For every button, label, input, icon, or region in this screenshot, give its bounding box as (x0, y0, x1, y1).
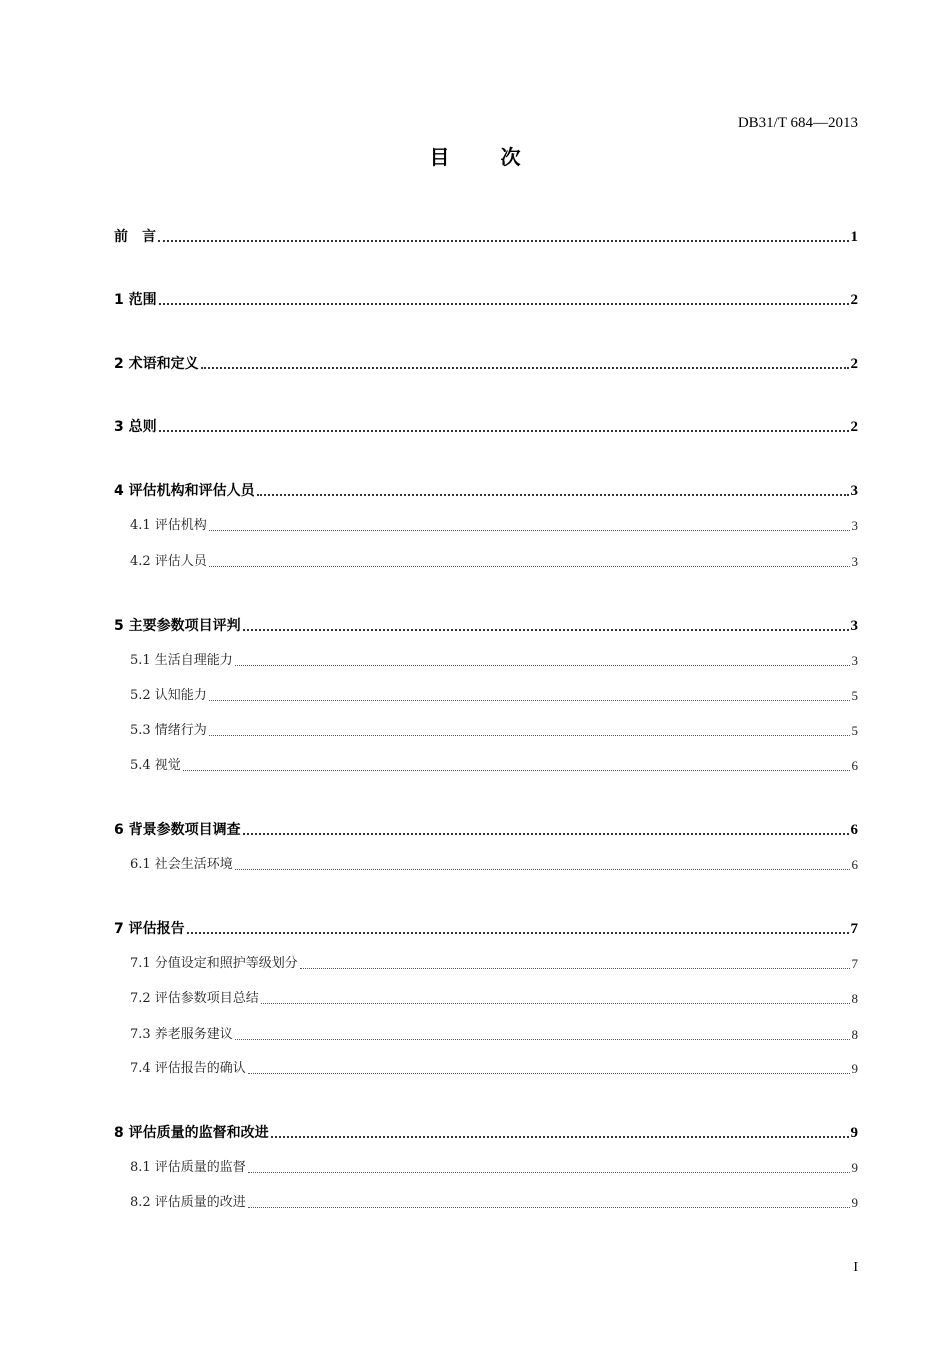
toc-entry-label: 1 范围 (114, 292, 157, 308)
toc-dot-leader (257, 494, 849, 496)
toc-entry-label: 7.4 评估报告的确认 (130, 1061, 246, 1076)
toc-entry-7-2[interactable] (130, 989, 858, 1009)
toc-dot-leader (248, 1172, 850, 1173)
toc-entry-page: 9 (851, 1061, 858, 1076)
toc-entry-5-1[interactable] (130, 651, 858, 671)
toc-dot-leader (248, 1207, 850, 1208)
toc-entry-label: 8.2 评估质量的改进 (130, 1195, 246, 1210)
toc-dot-leader (300, 968, 850, 969)
toc-entry-3[interactable] (114, 417, 858, 437)
toc-dot-leader (261, 1003, 850, 1004)
toc-entry-5[interactable] (114, 616, 858, 636)
toc-entry-label: 2 术语和定义 (114, 356, 199, 372)
toc-dot-leader (209, 530, 850, 531)
toc-entry-label: 5.1 生活自理能力 (130, 653, 233, 668)
toc-dot-leader (271, 1136, 849, 1138)
toc-title: 目 次 (429, 145, 543, 169)
toc-entry-8[interactable] (114, 1123, 858, 1143)
toc-dot-leader (183, 770, 850, 771)
toc-entry-label: 8.1 评估质量的监督 (130, 1160, 246, 1175)
toc-entry-label: 7.3 养老服务建议 (130, 1027, 233, 1042)
toc-entry-page: 3 (851, 518, 858, 533)
toc-entry-page: 5 (851, 688, 858, 703)
toc-entry-4-2[interactable] (130, 552, 858, 572)
toc-entry-page: 2 (850, 356, 858, 372)
toc-entry-label: 5.3 情绪行为 (130, 723, 207, 738)
toc-entry-8-2[interactable] (130, 1193, 858, 1213)
toc-dot-leader (187, 932, 849, 934)
toc-entry-label: 5 主要参数项目评判 (114, 618, 241, 634)
toc-dot-leader (158, 240, 849, 242)
toc-entry-7-4[interactable] (130, 1059, 858, 1079)
toc-dot-leader (243, 629, 849, 631)
toc-entry-1[interactable] (114, 290, 858, 310)
toc-entry-5-3[interactable] (130, 721, 858, 741)
toc-entry-page: 8 (851, 1027, 858, 1042)
toc-dot-leader (201, 367, 849, 369)
toc-entry-page: 2 (850, 419, 858, 435)
toc-entry-2[interactable] (114, 354, 858, 374)
toc-entry-7-3[interactable] (130, 1025, 858, 1045)
toc-dot-leader (209, 735, 850, 736)
toc-entry-page: 8 (851, 991, 858, 1006)
toc-entry-label: 4.1 评估机构 (130, 518, 207, 533)
toc-dot-leader (235, 869, 850, 870)
toc-entry-page: 3 (851, 653, 858, 668)
toc-dot-leader (209, 700, 850, 701)
toc-entry-7[interactable] (114, 919, 858, 939)
toc-entry-label: 4 评估机构和评估人员 (114, 483, 255, 499)
toc-entry-6[interactable] (114, 820, 858, 840)
toc-entry-page: 9 (851, 1195, 858, 1210)
toc-entry-page: 3 (850, 483, 858, 499)
toc-entry-label: 8 评估质量的监督和改进 (114, 1125, 269, 1141)
toc-entry-page: 6 (851, 758, 858, 773)
toc-entry-label: 前 言 (114, 229, 156, 245)
toc-dot-leader (209, 566, 850, 567)
toc-entry-page: 3 (850, 618, 858, 634)
toc-entry-page: 7 (851, 956, 858, 971)
document-code: DB31/T 684—2013 (737, 115, 858, 131)
toc-entry-page: 6 (851, 857, 858, 872)
toc-entry-page: 5 (851, 723, 858, 738)
toc-entry-page: 9 (850, 1125, 858, 1141)
toc-dot-leader (159, 303, 849, 305)
toc-dot-leader (235, 665, 850, 666)
toc-dot-leader (159, 430, 849, 432)
toc-entry-label: 5.2 认知能力 (130, 688, 207, 703)
toc-entry-label: 7 评估报告 (114, 921, 185, 937)
page-number: I (853, 1260, 858, 1275)
toc-entry-page: 3 (851, 554, 858, 569)
toc-entry-page: 1 (850, 229, 858, 245)
toc-entry-7-1[interactable] (130, 954, 858, 974)
toc-dot-leader (243, 833, 849, 835)
toc-entry-foreword[interactable] (114, 227, 858, 247)
toc-entry-5-4[interactable] (130, 756, 858, 776)
toc-dot-leader (235, 1039, 850, 1040)
toc-entry-6-1[interactable] (130, 855, 858, 875)
toc-entry-8-1[interactable] (130, 1158, 858, 1178)
toc-entry-label: 6.1 社会生活环境 (130, 857, 233, 872)
toc-entry-label: 3 总则 (114, 419, 157, 435)
toc-dot-leader (248, 1073, 850, 1074)
toc-entry-page: 6 (850, 822, 858, 838)
toc-entry-page: 7 (850, 921, 858, 937)
toc-entry-page: 2 (850, 292, 858, 308)
toc-entry-label: 5.4 视觉 (130, 758, 181, 773)
toc-entry-label: 7.1 分值设定和照护等级划分 (130, 956, 298, 971)
toc-entry-4-1[interactable] (130, 516, 858, 536)
toc-entry-page: 9 (851, 1160, 858, 1175)
toc-entry-label: 4.2 评估人员 (130, 554, 207, 569)
toc-entry-label: 7.2 评估参数项目总结 (130, 991, 259, 1006)
toc-entry-label: 6 背景参数项目调查 (114, 822, 241, 838)
toc-entry-4[interactable] (114, 481, 858, 501)
toc-entry-5-2[interactable] (130, 686, 858, 706)
